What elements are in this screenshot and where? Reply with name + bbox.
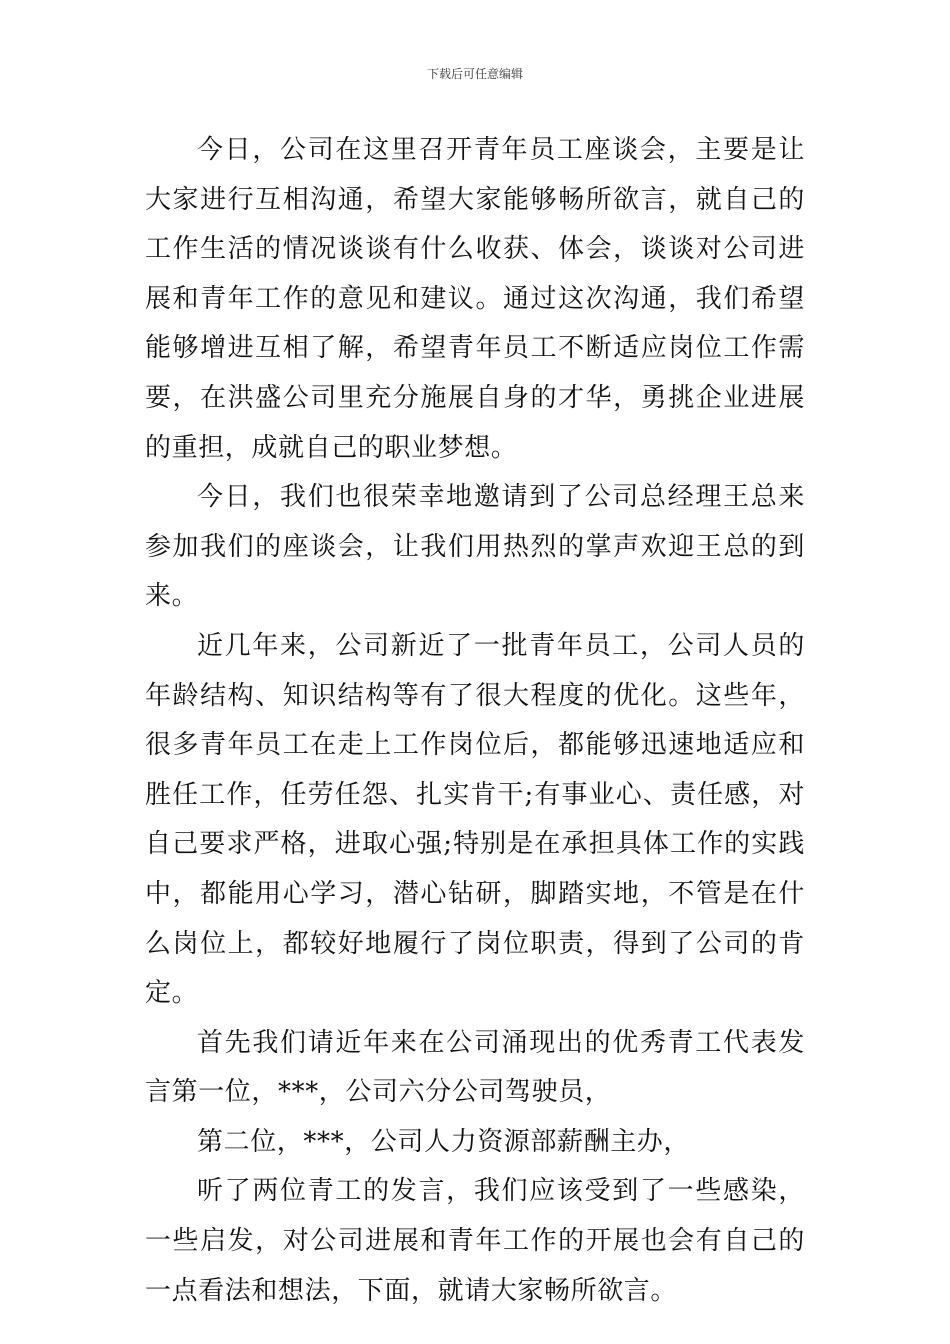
page-header-note: 下载后可任意编辑 (426, 67, 523, 81)
document-body (145, 126, 805, 1316)
paragraph-speaker-two: 第二位，***，公司人力资源部薪酬主办， (197, 1126, 691, 1157)
paragraph-closing: 听了两位青工的发言，我们应该受到了一些感染，一些启发，对公司进展和青年工作的开展也会有自己的一点看法和想法，下面，就请大家畅所欲言。 (145, 1176, 805, 1306)
paragraph-speaker-one: 首先我们请近年来在公司涌现出的优秀青工代表发言第一位，***，公司六分公司驾驶员， (145, 1027, 805, 1108)
paragraph-overview: 近几年来，公司新近了一批青年员工，公司人员的年龄结构、知识结构等有了很大程度的优化。这些年，很多青年员工在走上工作岗位后，都能够迅速地适应和胜任工作，任劳任怨、扎实肯干;有事业心、责任感，对自己要求严格，进取心强;特别是在承担具体工作的实践中，都能用心学习，潜心钻研，脚踏实地，不管是在什么岗位上，都较好地履行了岗位职责，得到了公司的肯定。 (145, 630, 805, 1009)
paragraph-opening: 今日，公司在这里召开青年员工座谈会，主要是让大家进行互相沟通，希望大家能够畅所欲言，就自己的工作生活的情况谈谈有什么收获、体会，谈谈对公司进展和青年工作的意见和建议。通过这次沟通，我们希望能够增进互相了解，希望青年员工不断适应岗位工作需要，在洪盛公司里充分施展自身的才华，勇挑企业进展的重担，成就自己的职业梦想。 (145, 135, 805, 463)
paragraph-welcome: 今日，我们也很荣幸地邀请到了公司总经理王总来参加我们的座谈会，让我们用热烈的掌声欢迎王总的到来。 (145, 482, 805, 612)
